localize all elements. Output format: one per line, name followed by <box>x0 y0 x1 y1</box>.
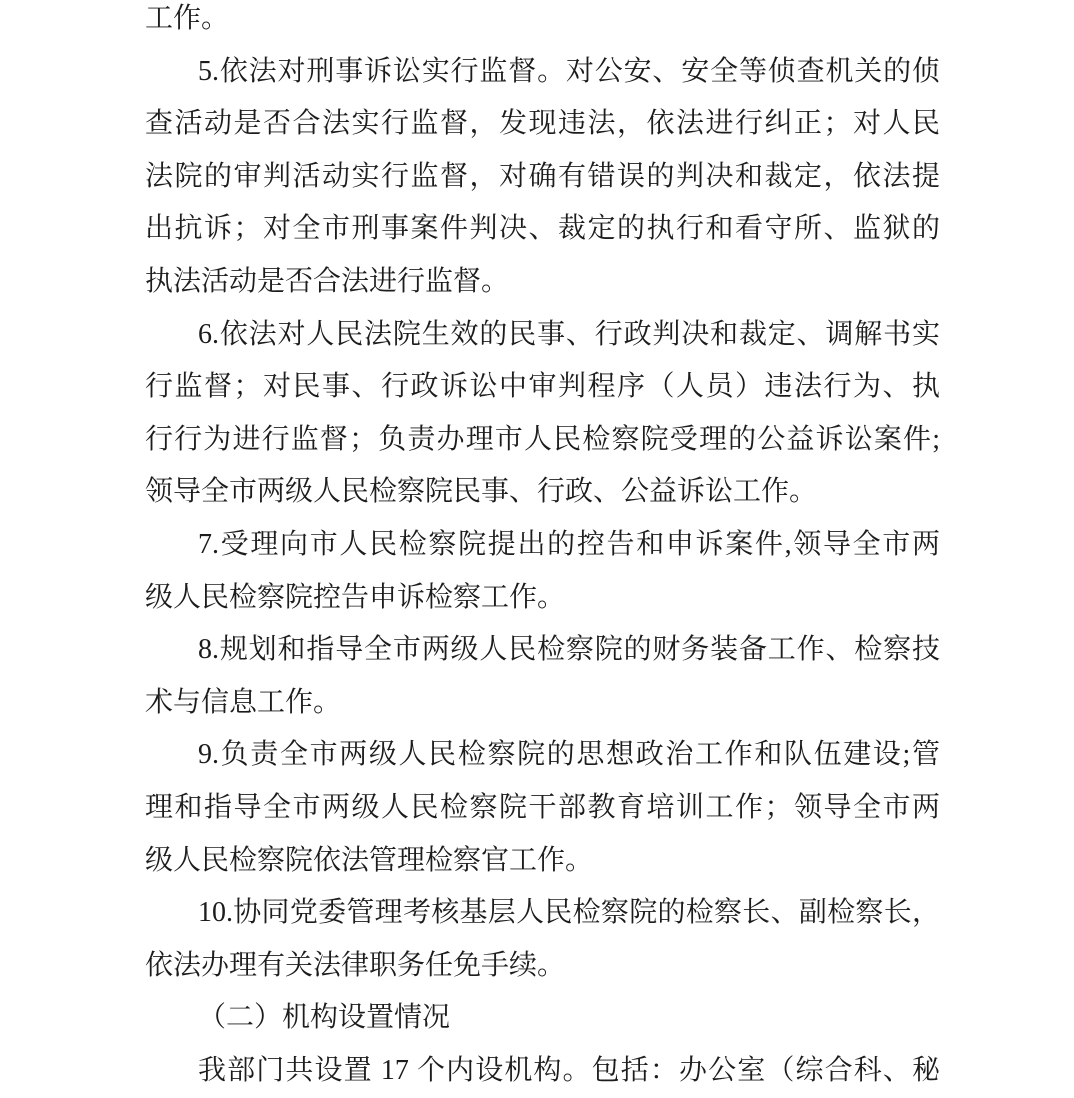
duty-5-paragraph-line-2: 查活动是否合法实行监督，发现违法，依法进行纠正；对人民 <box>145 108 940 140</box>
duty-5-paragraph-line-4: 出抗诉；对全市刑事案件判决、裁定的执行和看守所、监狱的 <box>145 213 940 245</box>
duty-8-paragraph-line-2: 术与信息工作。 <box>145 686 342 718</box>
duty-6-paragraph-line-4: 领导全市两级人民检察院民事、行政、公益诉讼工作。 <box>145 476 818 508</box>
text-block <box>145 0 940 1097</box>
org-setup-paragraph-line-1: 我部门共设置 17 个内设机构。包括：办公室（综合科、秘 <box>198 1054 940 1086</box>
duty-7-paragraph-line-1: 7.受理向市人民检察院提出的控告和申诉案件,领导全市两 <box>198 528 940 560</box>
duty-6-paragraph-line-1: 6.依法对人民法院生效的民事、行政判决和裁定、调解书实 <box>198 318 940 350</box>
duty-6-paragraph-line-2: 行监督；对民事、行政诉讼中审判程序（人员）违法行为、执 <box>145 371 940 403</box>
duty-5-paragraph-line-3: 法院的审判活动实行监督，对确有错误的判决和裁定，依法提 <box>145 160 940 192</box>
section-heading-2-line-1: （二）机构设置情况 <box>198 1002 451 1034</box>
duty-5-paragraph-line-5: 执法活动是否合法进行监督。 <box>145 265 510 297</box>
duty-10-paragraph-line-1: 10.协同党委管理考核基层人民检察院的检察长、副检察长， <box>198 897 940 929</box>
duty-5-paragraph-line-1: 5.依法对刑事诉讼实行监督。对公安、安全等侦查机关的侦 <box>198 55 940 87</box>
duty-9-paragraph-line-1: 9.负责全市两级人民检察院的思想政治工作和队伍建设;管 <box>198 739 940 771</box>
duty-9-paragraph-line-3: 级人民检察院依法管理检察官工作。 <box>145 844 594 876</box>
duty-7-paragraph-line-2: 级人民检察院控告申诉检察工作。 <box>145 581 566 613</box>
duty-10-paragraph-line-2: 依法办理有关法律职务任免手续。 <box>145 949 566 981</box>
continuation-paragraph-line-1: 工作。 <box>145 3 230 34</box>
duty-6-paragraph-line-3: 行行为进行监督；负责办理市人民检察院受理的公益诉讼案件; <box>145 423 940 455</box>
duty-9-paragraph-line-2: 理和指导全市两级人民检察院干部教育培训工作；领导全市两 <box>145 791 940 823</box>
duty-8-paragraph-line-1: 8.规划和指导全市两级人民检察院的财务装备工作、检察技 <box>198 634 940 666</box>
